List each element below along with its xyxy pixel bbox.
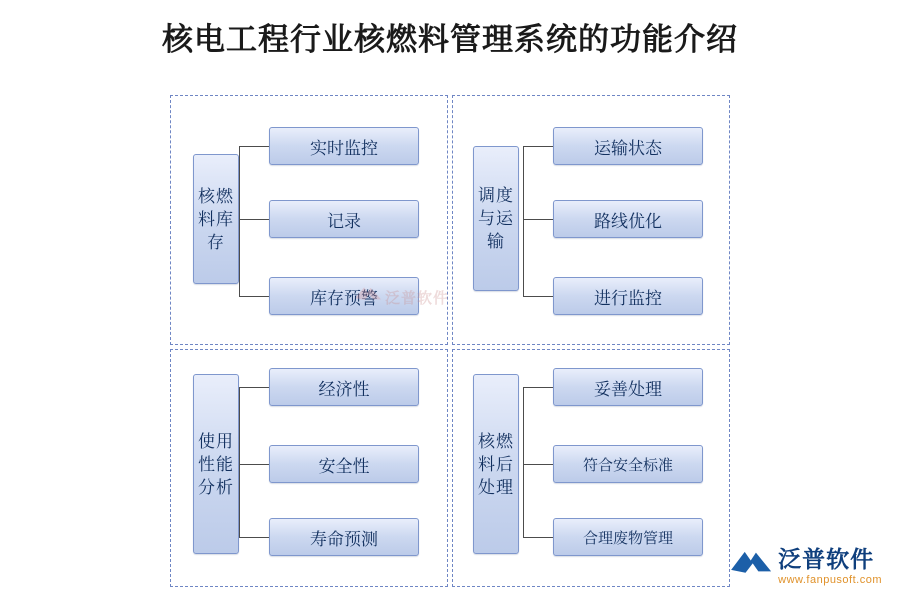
leaf-node-dispatch-0[interactable]: 运输状态 xyxy=(553,127,703,165)
connector-line xyxy=(523,146,553,147)
connector-line xyxy=(239,464,269,465)
diagram-group-performance xyxy=(170,349,448,587)
leaf-node-dispatch-2[interactable]: 进行监控 xyxy=(553,277,703,315)
leaf-node-performance-1[interactable]: 安全性 xyxy=(269,445,419,483)
diagram-group-dispatch xyxy=(452,95,730,345)
leaf-node-postprocess-2[interactable]: 合理废物管理 xyxy=(553,518,703,556)
watermark-text: 泛普软件 xyxy=(385,290,450,307)
connector-line xyxy=(523,464,553,465)
leaf-node-postprocess-0[interactable]: 妥善处理 xyxy=(553,368,703,406)
leaf-node-dispatch-1[interactable]: 路线优化 xyxy=(553,200,703,238)
connector-spine xyxy=(239,146,240,296)
root-node-performance[interactable]: 使用性能分析 xyxy=(193,374,239,554)
diagram-group-postprocess xyxy=(452,349,730,587)
brand-name: 泛普软件 xyxy=(778,547,875,572)
connector-line xyxy=(523,296,553,297)
root-node-postprocess[interactable]: 核燃料后处理 xyxy=(473,374,519,554)
connector-line xyxy=(523,537,553,538)
brand-logo-texts xyxy=(778,548,882,586)
root-node-dispatch[interactable]: 调度与运输 xyxy=(473,146,519,291)
connector-spine xyxy=(523,146,524,296)
mountain-logo-icon xyxy=(731,549,771,585)
page-title: 核电工程行业核燃料管理系统的功能介绍 xyxy=(162,22,738,57)
leaf-node-performance-2[interactable]: 寿命预测 xyxy=(269,518,419,556)
root-node-inventory[interactable]: 核燃料库存 xyxy=(193,154,239,284)
brand-url: www.fanpusoft.com xyxy=(778,574,882,586)
brand-logo xyxy=(731,548,882,586)
connector-line xyxy=(523,387,553,388)
connector-line xyxy=(239,146,269,147)
connector-line xyxy=(239,387,269,388)
leaf-node-postprocess-1[interactable]: 符合安全标准 xyxy=(553,445,703,483)
connector-line xyxy=(523,219,553,220)
diagram-group-inventory xyxy=(170,95,448,345)
leaf-node-inventory-2[interactable]: 库存预警 xyxy=(269,277,419,315)
leaf-node-inventory-0[interactable]: 实时监控 xyxy=(269,127,419,165)
diagram-canvas xyxy=(170,95,730,587)
connector-line xyxy=(239,537,269,538)
connector-line xyxy=(239,296,269,297)
connector-spine xyxy=(239,387,240,537)
leaf-node-inventory-1[interactable]: 记录 xyxy=(269,200,419,238)
connector-line xyxy=(239,219,269,220)
connector-spine xyxy=(523,387,524,537)
leaf-node-performance-0[interactable]: 经济性 xyxy=(269,368,419,406)
